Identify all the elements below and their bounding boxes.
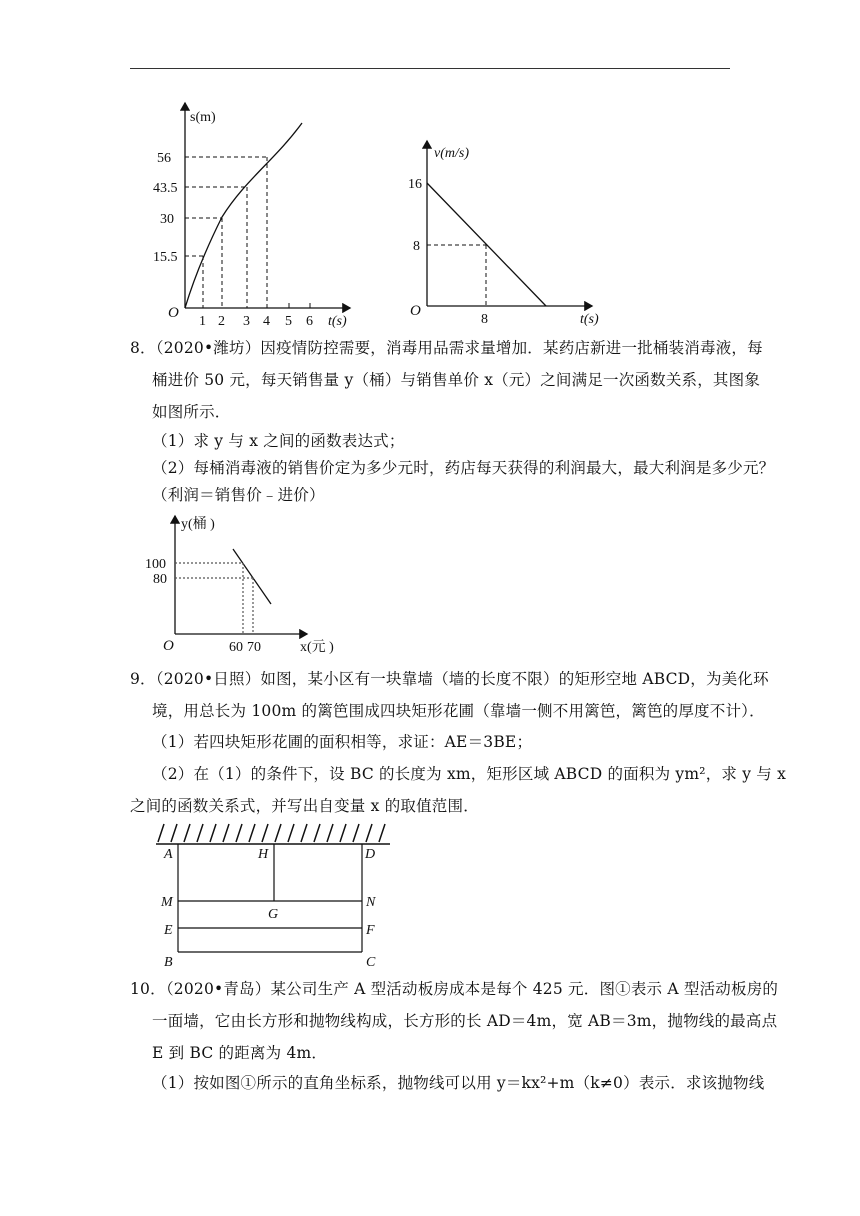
label-C: C (366, 955, 376, 970)
y-tick-43-5: 43.5 (153, 181, 178, 196)
y-tick-8: 8 (413, 239, 420, 254)
q8-part-2: （2）每桶消毒液的销售价定为多少元时，药店每天获得的利润最大，最大利润是多少元？ (152, 459, 775, 477)
q9-part-2: （2）在（1）的条件下，设 BC 的长度为 xm，矩形区域 ABCD 的面积为 ym²，求 y 与 x (152, 765, 787, 783)
origin-label: O (168, 305, 179, 321)
y-axis-label: y(桶 ) (181, 517, 215, 532)
label-G: G (268, 907, 279, 922)
q10-line-3: E 到 BC 的距离为 4m． (152, 1044, 328, 1062)
y-axis-label: v(m/s) (434, 146, 469, 161)
x-tick-5: 5 (285, 314, 292, 329)
label-B: B (164, 955, 173, 970)
q10-part-1: （1）按如图①所示的直角坐标系，抛物线可以用 y＝kx²+m（k≠0）表示．求该抛物线 (152, 1074, 765, 1092)
label-M: M (161, 895, 173, 910)
q9-part-2b: 之间的函数关系式，并写出自变量 x 的取值范围． (130, 797, 479, 815)
q9-line-1: 9．（2020•日照）如图，某小区有一块靠墙（墙的长度不限）的矩形空地 ABCD，为美化环 (130, 670, 769, 688)
x-axis-label: t(s) (328, 314, 347, 329)
y-tick-100: 100 (145, 557, 166, 572)
x-tick-4: 4 (263, 314, 270, 329)
origin-label: O (410, 303, 421, 319)
y-tick-56: 56 (157, 151, 171, 166)
q8-line-2: 桶进价 50 元，每天销售量 y（桶）与销售单价 x（元）之间满足一次函数关系，其图象 (152, 371, 761, 389)
q9-part-1: （1）若四块矩形花圃的面积相等，求证：AE＝3BE； (152, 733, 533, 751)
x-tick-3: 3 (243, 314, 250, 329)
q8-line-3: 如图所示． (152, 403, 231, 421)
x-axis-label: x(元 ) (300, 640, 334, 655)
label-N: N (366, 895, 376, 910)
x-tick-6: 6 (306, 314, 313, 329)
figure-y-x-graph (145, 508, 345, 658)
label-D: D (365, 847, 376, 862)
figure-s-t-graph (150, 95, 360, 330)
x-tick-1: 1 (199, 314, 206, 329)
q8-line-1: 8．（2020•潍坊）因疫情防控需要，消毒用品需求量增加．某药店新进一批桶装消毒液，每 (130, 339, 763, 357)
x-tick-2: 2 (218, 314, 225, 329)
y-axis-label: s(m) (190, 110, 216, 125)
q10-line-1: 10．（2020•青岛）某公司生产 A 型活动板房成本是每个 425 元．图①表示 A 型活动板房的 (130, 980, 779, 998)
x-tick-70: 70 (247, 640, 261, 655)
y-tick-80: 80 (153, 572, 167, 587)
y-tick-15-5: 15.5 (153, 250, 178, 265)
q8-note: （利润＝销售价﹣进价） (152, 486, 325, 504)
figure-v-t-graph (400, 135, 615, 330)
header-rule (130, 68, 730, 69)
q10-line-2: 一面墙，它由长方形和抛物线构成，长方形的长 AD＝4m，宽 AB＝3m，抛物线的最高点 (152, 1012, 778, 1030)
label-F: F (366, 923, 375, 938)
y-tick-30: 30 (160, 212, 174, 227)
label-E: E (164, 923, 173, 938)
label-A: A (164, 847, 173, 862)
figure-fence-layout (150, 820, 400, 970)
q8-part-1: （1）求 y 与 x 之间的函数表达式； (152, 432, 405, 450)
label-H: H (258, 847, 269, 862)
demand-line (233, 549, 271, 604)
y-tick-16: 16 (408, 177, 422, 192)
x-tick-8: 8 (481, 312, 488, 327)
q9-line-2: 境，用总长为 100m 的篱笆围成四块矩形花圃（靠墙一侧不用篱笆，篱笆的厚度不计）． (152, 702, 765, 720)
x-tick-60: 60 (229, 640, 243, 655)
origin-label: O (163, 638, 174, 654)
x-axis-label: t(s) (580, 312, 599, 327)
